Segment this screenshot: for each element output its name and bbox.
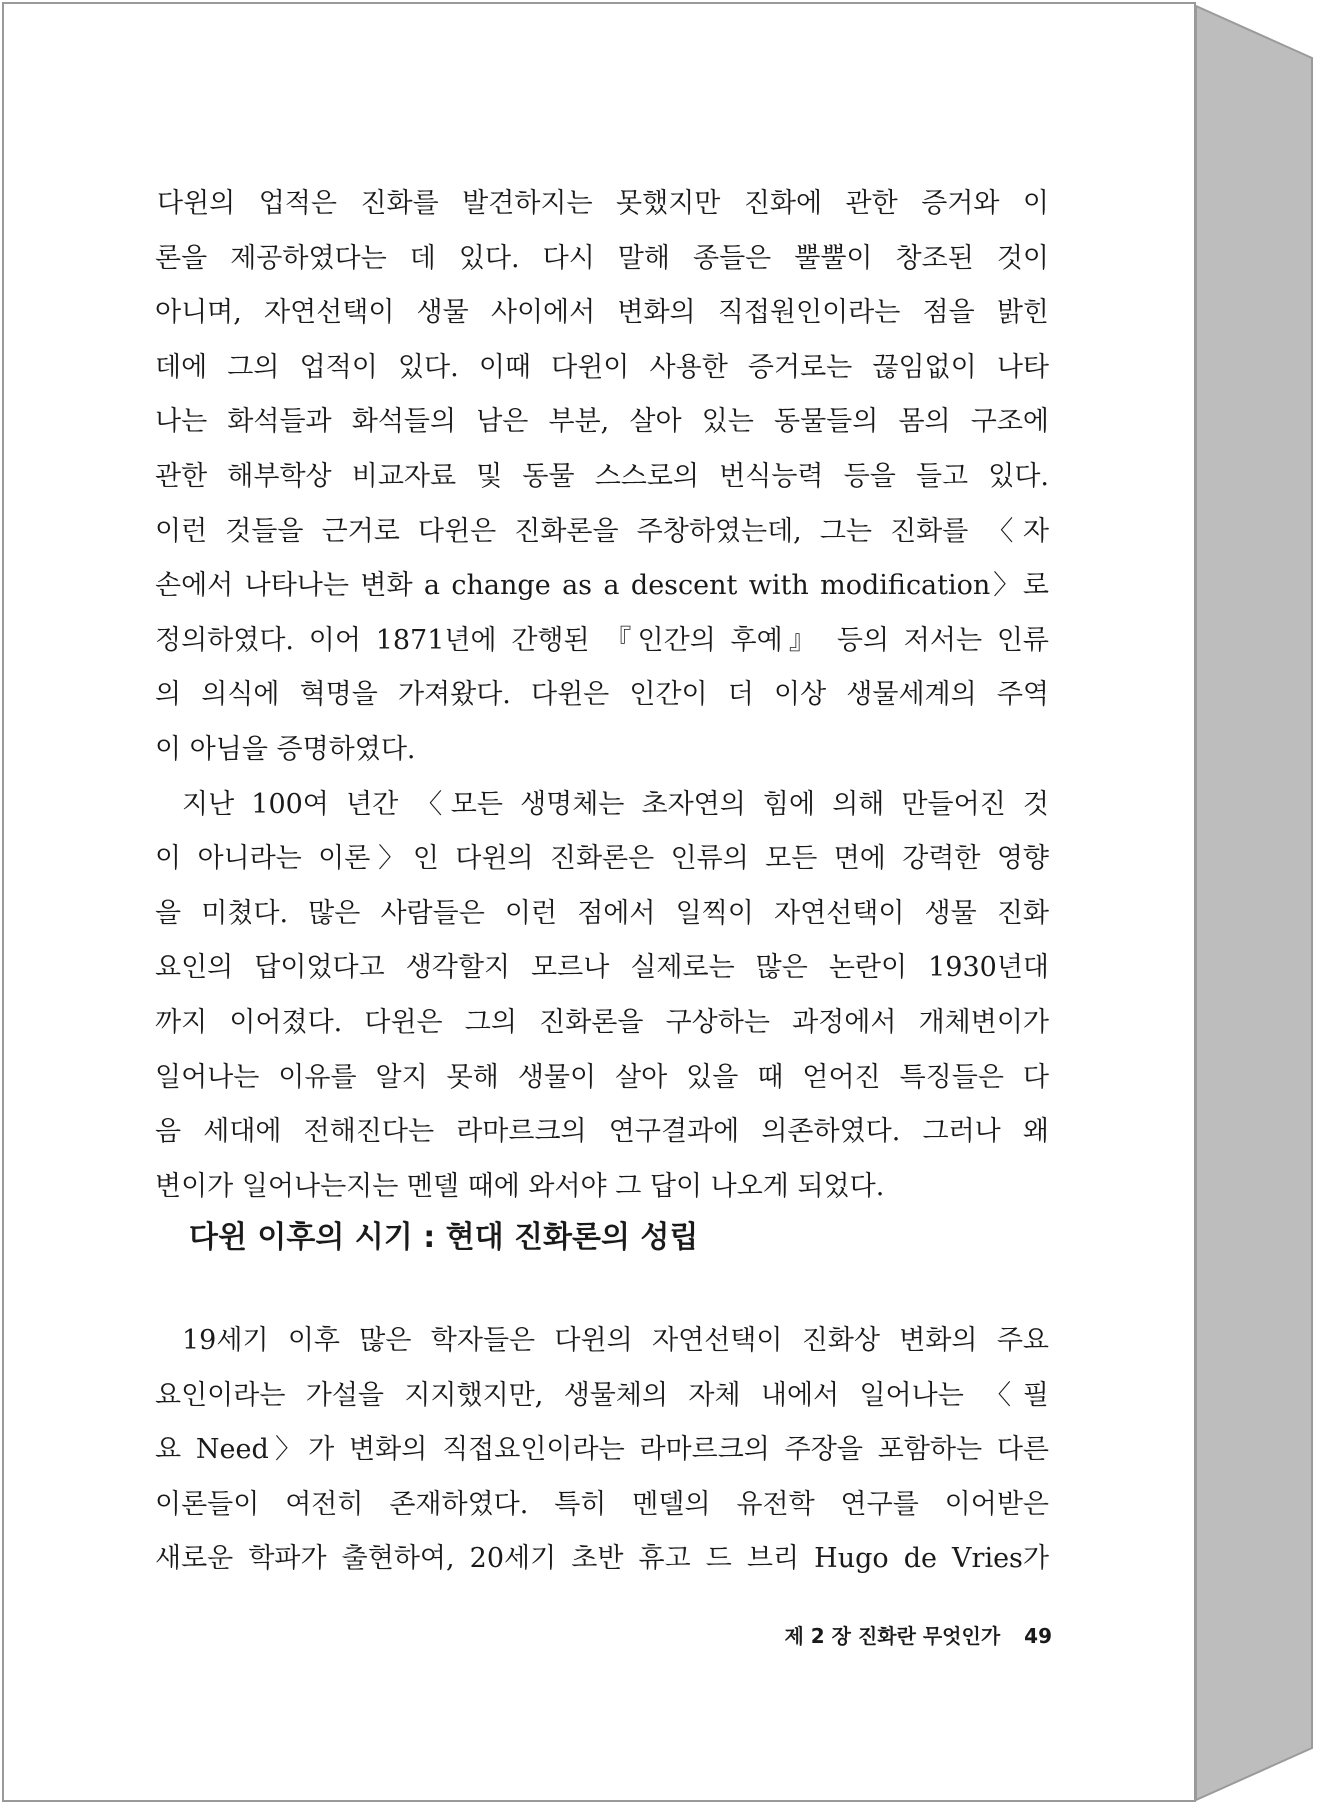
text-line: 의 의식에 혁명을 가져왔다. 다윈은 인간이 더 이상 생물세계의 주역 <box>155 679 1049 711</box>
body-text-section-1 <box>155 177 1049 1214</box>
text-line: 까지 이어졌다. 다윈은 그의 진화론을 구상하는 과정에서 개체변이가 <box>155 1006 1049 1038</box>
text-line: 나는 화석들과 화석들의 남은 부분, 살아 있는 동물들의 몸의 구조에 <box>155 406 1049 438</box>
text-line: 새로운 학파가 출현하여, 20세기 초반 휴고 드 브리 Hugo de Vries가 <box>155 1543 1049 1575</box>
text-line: 관한 해부학상 비교자료 및 동물 스스로의 번식능력 등을 들고 있다. <box>155 460 1049 492</box>
text-line: 이 아니라는 이론〉인 다윈의 진화론은 인류의 모든 면에 강력한 영향 <box>155 843 1049 875</box>
text-line: 데에 그의 업적이 있다. 이때 다윈이 사용한 증거로는 끊임없이 나타 <box>155 351 1049 383</box>
page-footer <box>736 1620 1052 1649</box>
text-line: 정의하였다. 이어 1871년에 간행된 『인간의 후예』 등의 저서는 인류 <box>155 624 1049 656</box>
section-heading: 다윈 이후의 시기 : 현대 진화론의 성립 <box>189 1220 699 1255</box>
text-line: 요인의 답이었다고 생각할지 모르나 실제로는 많은 논란이 1930년대 <box>155 952 1049 984</box>
text-line: 이 아님을 증명하였다. <box>155 733 416 765</box>
book-page <box>2 2 1196 1802</box>
text-line: 론을 제공하였다는 데 있다. 다시 말해 종들은 뿔뿔이 창조된 것이 <box>155 242 1049 274</box>
text-line: 을 미쳤다. 많은 사람들은 이런 점에서 일찍이 자연선택이 생물 진화 <box>155 897 1049 929</box>
text-line: 요 Need〉가 변화의 직접요인이라는 라마르크의 주장을 포함하는 다른 <box>155 1434 1049 1466</box>
text-line: 아니며, 자연선택이 생물 사이에서 변화의 직접원인이라는 점을 밝힌 <box>155 297 1049 329</box>
text-line: 지난 100여 년간 〈모든 생명체는 초자연의 힘에 의해 만들어진 것 <box>182 788 1049 820</box>
text-line: 손에서 나타나는 변화 a change as a descent with modification〉로 <box>155 570 1049 602</box>
body-text-section-2 <box>155 1314 1049 1587</box>
text-line: 음 세대에 전해진다는 라마르크의 연구결과에 의존하였다. 그러나 왜 <box>155 1116 1049 1148</box>
chapter-title: 제 2 장 진화란 무엇인가 <box>784 1624 1001 1648</box>
text-line: 이론들이 여전히 존재하였다. 특히 멘델의 유전학 연구를 이어받은 <box>155 1488 1049 1520</box>
text-line: 19세기 이후 많은 학자들은 다윈의 자연선택이 진화상 변화의 주요 <box>182 1325 1049 1356</box>
text-line: 이런 것들을 근거로 다윈은 진화론을 주창하였는데, 그는 진화를 〈자 <box>155 515 1049 547</box>
text-line: 다윈의 업적은 진화를 발견하지는 못했지만 진화에 관한 증거와 이 <box>157 188 1049 219</box>
text-line: 일어나는 이유를 알지 못해 생물이 살아 있을 때 얻어진 특징들은 다 <box>155 1061 1049 1093</box>
text-line: 요인이라는 가설을 지지했지만, 생물체의 자체 내에서 일어나는 〈필 <box>155 1379 1049 1411</box>
book-side-shadow <box>1196 0 1314 1806</box>
text-line: 변이가 일어나는지는 멘델 때에 와서야 그 답이 나오게 되었다. <box>155 1170 885 1202</box>
page-number: 49 <box>1024 1624 1052 1648</box>
